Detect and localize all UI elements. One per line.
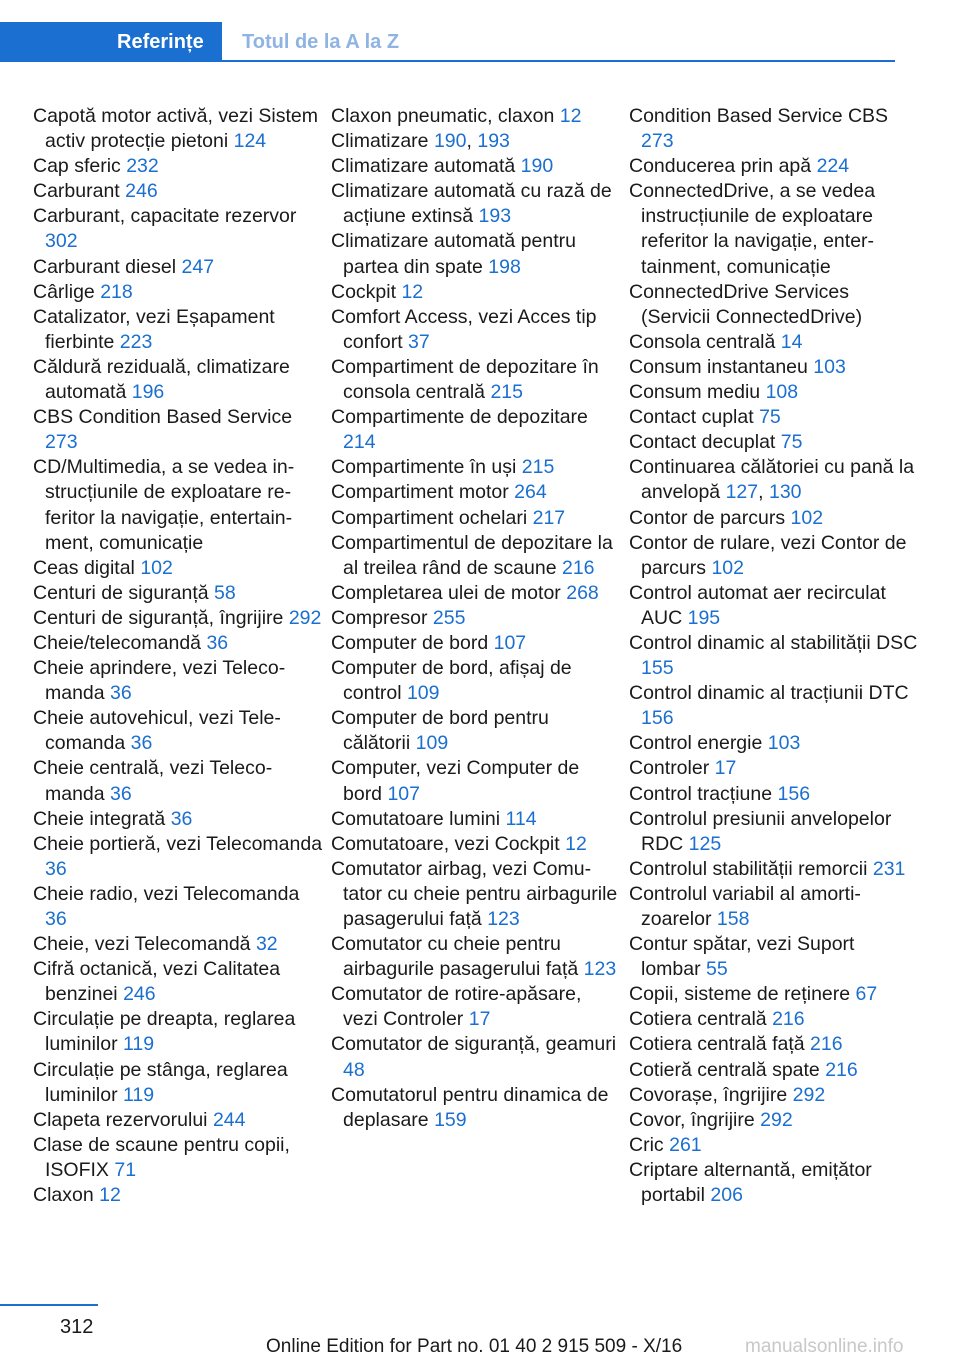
index-entry xyxy=(331,355,621,405)
index-entry xyxy=(629,1133,919,1158)
page-reference-link[interactable]: 109 xyxy=(415,732,449,755)
index-entry xyxy=(33,305,323,355)
index-entry-text: Climatizare automată xyxy=(331,155,516,178)
index-entry-text: Catalizator, vezi Eșapament fierbinte xyxy=(33,305,275,353)
index-entry-text: Carburant diesel xyxy=(33,255,177,278)
index-entry-text: Cheie integrată xyxy=(33,807,166,830)
index-entry xyxy=(629,1032,919,1057)
index-entry xyxy=(331,480,621,505)
index-entry xyxy=(33,1058,323,1108)
index-entry xyxy=(33,756,323,806)
index-entry xyxy=(629,104,919,154)
index-entry xyxy=(33,807,323,832)
index-entry-text: Cheie portieră, vezi Telecomanda xyxy=(33,832,323,855)
index-entry xyxy=(629,380,919,405)
page-reference-link[interactable]: 36 xyxy=(130,732,153,755)
index-entry-text: Carburant, capacitate rezervor xyxy=(33,205,297,228)
page-reference-link[interactable]: 302 xyxy=(45,230,78,253)
index-entry xyxy=(33,957,323,1007)
index-entry-text: Cifră octanică, vezi Calitatea benzinei xyxy=(33,958,281,1006)
index-entry xyxy=(33,1007,323,1057)
page-reference-link[interactable]: 123 xyxy=(487,908,520,930)
page-reference-link[interactable]: 246 xyxy=(125,180,158,203)
page-reference-link[interactable]: 37 xyxy=(408,330,430,353)
page-reference-link[interactable]: 14 xyxy=(780,330,803,353)
index-entry xyxy=(629,280,919,330)
page-reference-link[interactable]: 17 xyxy=(468,1008,491,1031)
tab-referinte[interactable]: Referințe xyxy=(0,22,222,62)
page-reference-link[interactable]: 158 xyxy=(716,908,750,930)
page-reference-link[interactable]: 123 xyxy=(583,958,617,981)
page-reference-link[interactable]: 48 xyxy=(343,1058,365,1081)
index-entry xyxy=(331,506,621,531)
index-entry xyxy=(33,405,323,455)
page-reference-link[interactable]: 217 xyxy=(532,506,566,529)
page-reference-link[interactable]: 102 xyxy=(711,556,744,579)
index-entry: Climatizare 190, 193 xyxy=(331,130,510,153)
page-reference-link[interactable]: 12 xyxy=(401,280,424,303)
page-reference-link[interactable]: 75 xyxy=(759,406,781,429)
index-entry-text: Cotieră centrală spate xyxy=(629,1058,820,1081)
page-reference-link[interactable]: 244 xyxy=(212,1108,246,1131)
page-reference-link[interactable]: 67 xyxy=(855,983,878,1006)
index-entry xyxy=(33,882,323,932)
page-reference-link[interactable]: 36 xyxy=(110,682,132,705)
index-entry xyxy=(629,681,919,731)
page-reference-link[interactable]: 12 xyxy=(99,1184,121,1207)
index-entry-text: Contact decuplat xyxy=(629,431,776,454)
page-reference-link[interactable]: 190 xyxy=(433,130,467,153)
index-entry xyxy=(629,631,919,681)
index-entry xyxy=(33,932,323,957)
index-entry-text: Controlul presiunii anvelopelor RDC xyxy=(629,807,892,855)
index-entry-text: Control tracțiune xyxy=(629,782,773,805)
page-reference-link[interactable]: 107 xyxy=(493,631,527,654)
index-entry-text: Control dinamic al tracțiunii DTC xyxy=(629,682,909,705)
index-entry xyxy=(331,932,621,982)
index-entry xyxy=(331,531,621,581)
index-entry-text: Copii, sisteme de reținere xyxy=(629,983,851,1006)
index-entry xyxy=(33,706,323,756)
index-entry xyxy=(629,405,919,430)
index-entry xyxy=(331,857,621,932)
index-entry-text: Clase de scaune pentru copii, ISOFIX xyxy=(33,1133,290,1181)
index-entry-text: Compresor xyxy=(331,606,428,629)
index-entry-text: Cap sferic xyxy=(33,155,121,178)
index-entry xyxy=(331,581,621,606)
index-entry-text: CBS Condition Based Service xyxy=(33,406,293,429)
index-entry-text: Climatizare automată pentru partea din spate xyxy=(331,230,576,278)
page-reference-link[interactable]: 159 xyxy=(434,1108,467,1131)
index-entry-text: Computer de bord xyxy=(331,631,489,654)
index-entry xyxy=(629,932,919,982)
page-reference-link[interactable]: 292 xyxy=(288,606,322,629)
page-reference-link[interactable]: 264 xyxy=(514,481,547,504)
index-entry-text: Căldură reziduală, climatizare automată xyxy=(33,355,290,404)
index-entry xyxy=(629,782,919,807)
index-entry xyxy=(629,355,919,380)
index-entry xyxy=(629,1058,919,1083)
index-entry-text: Comutatoare lumini xyxy=(331,807,501,830)
page-reference-link[interactable]: 12 xyxy=(559,105,582,127)
index-entry-text: Computer de bord pentru călătorii xyxy=(331,707,549,755)
index-entry-text: Cotiera centrală față xyxy=(629,1033,805,1056)
page-reference-link[interactable]: 12 xyxy=(565,832,587,855)
index-entry-text: Covorașe, îngrijire xyxy=(629,1083,788,1106)
index-entry-text: ConnectedDrive Services (Servicii ConnectedDrive) xyxy=(629,280,863,328)
page-reference-link[interactable]: 108 xyxy=(765,381,799,404)
index-entry-text: Condition Based Service CBS xyxy=(629,105,889,127)
index-entry xyxy=(629,179,919,279)
index-entry xyxy=(629,430,919,455)
index-entry xyxy=(331,229,621,279)
edition-footer: Online Edition for Part no. 01 40 2 915 509 - X/16 xyxy=(266,1336,683,1357)
index-entry-text: Compartiment ochelari xyxy=(331,506,528,529)
index-entry-text: Control energie xyxy=(629,732,763,755)
index-entry xyxy=(629,531,919,581)
page-reference-link[interactable]: 218 xyxy=(100,280,133,303)
index-entry xyxy=(33,179,323,204)
index-entry xyxy=(629,1158,919,1208)
index-entry xyxy=(331,807,621,832)
index-entry-text: Contur spătar, vezi Suport lombar xyxy=(629,933,855,981)
index-entry-text: Contact cuplat xyxy=(629,406,754,429)
page-reference-link[interactable]: 17 xyxy=(714,757,737,780)
index-entry xyxy=(33,1133,323,1183)
index-entry-text: Cotiera centrală xyxy=(629,1008,767,1031)
page-reference-link[interactable]: 75 xyxy=(780,431,803,454)
page-reference-link[interactable]: 216 xyxy=(772,1008,805,1031)
index-entry-text: Compartimentul de depozitare la al treilea rând de scaune xyxy=(331,531,613,579)
index-entry-text: Contor de rulare, vezi Contor de parcurs xyxy=(629,531,907,579)
page-reference-link[interactable]: 268 xyxy=(566,581,599,604)
index-entry-text: Consum instantaneu xyxy=(629,355,808,378)
index-entry-text: ConnectedDrive, a se vedea instrucțiunile de exploatare referitor la navigație, entertainment, comunicație xyxy=(629,180,876,278)
page-reference-link[interactable]: 292 xyxy=(792,1083,826,1106)
index-entry-text: Cheie radio, vezi Telecomanda xyxy=(33,882,300,905)
page-reference-link[interactable]: 130 xyxy=(768,481,802,504)
watermark: manualsonline.info xyxy=(745,1336,904,1357)
index-entry xyxy=(331,280,621,305)
index-entry xyxy=(33,355,323,405)
page-reference-link[interactable]: 232 xyxy=(126,155,159,178)
index-entry xyxy=(629,1083,919,1108)
index-entry xyxy=(331,631,621,656)
index-entry-text: Comfort Access, vezi Acces tip confort xyxy=(331,305,597,353)
page-reference-link[interactable]: 216 xyxy=(810,1033,843,1056)
index-entry-text: Cheie/telecomandă xyxy=(33,631,202,654)
page-reference-link[interactable]: 36 xyxy=(45,857,67,880)
index-entry-text: Controler xyxy=(629,757,710,780)
index-entry xyxy=(331,455,621,480)
index-column-2 xyxy=(331,104,621,1133)
index-entry-text: Comutator de siguranță, geamuri xyxy=(331,1033,617,1056)
page-reference-link[interactable]: 231 xyxy=(872,857,906,880)
index-entry xyxy=(331,606,621,631)
index-entry-text: Consum mediu xyxy=(629,381,761,404)
index-entry xyxy=(33,556,323,581)
index-entry xyxy=(629,581,919,631)
page-reference-link[interactable]: 114 xyxy=(505,807,537,830)
index-entry-text: Continuarea călătoriei cu pană la anvelopă xyxy=(629,456,915,504)
index-entry-text: Clapeta rezervorului xyxy=(33,1108,208,1131)
index-entry-text: Compartiment de depozitare în consola centrală xyxy=(331,355,599,404)
index-entry-text: Claxon pneumatic, claxon xyxy=(331,105,555,127)
index-entry xyxy=(629,154,919,179)
index-entry xyxy=(629,1108,919,1133)
page-reference-link[interactable]: 102 xyxy=(140,556,173,579)
index-entry-text: Contor de parcurs xyxy=(629,506,786,529)
index-entry-text: Covor, îngrijire xyxy=(629,1108,755,1131)
index-entry-text: Claxon xyxy=(33,1184,94,1207)
page-reference-link[interactable]: 195 xyxy=(687,606,721,629)
index-entry xyxy=(331,1032,621,1082)
page-reference-link[interactable]: 119 xyxy=(123,1033,155,1056)
index-entry xyxy=(33,455,323,555)
index-entry xyxy=(33,581,323,606)
index-entry-text: Circulație pe dreapta, reglarea luminilor xyxy=(33,1008,296,1056)
page-reference-link[interactable]: 215 xyxy=(521,456,555,479)
page-reference-link[interactable]: 36 xyxy=(45,908,67,930)
index-entry xyxy=(629,731,919,756)
index-entry-text: Climatizare xyxy=(331,130,429,153)
index-entry-text: Computer de bord, afișaj de control xyxy=(331,657,572,705)
index-entry-text: Completarea ulei de motor xyxy=(331,581,561,604)
index-entry-text: Controlul variabil al amortizoarelor xyxy=(629,882,861,930)
page-reference-link[interactable]: 292 xyxy=(760,1108,793,1131)
page-reference-link[interactable]: 36 xyxy=(170,807,193,830)
index-entry-text: Climatizare automată cu rază de acțiune extinsă xyxy=(331,180,612,228)
index-entry-text: Cric xyxy=(629,1133,664,1156)
index-entry-text: Cockpit xyxy=(331,280,397,303)
page-reference-link[interactable]: 193 xyxy=(477,130,510,153)
page-reference-link[interactable]: 196 xyxy=(131,381,165,404)
page-reference-link[interactable]: 215 xyxy=(490,381,523,404)
index-entry xyxy=(33,1108,323,1133)
page-reference-link[interactable]: 190 xyxy=(520,155,554,178)
page-reference-link[interactable]: 102 xyxy=(790,506,824,529)
page-reference-link[interactable]: 261 xyxy=(669,1133,702,1156)
page-reference-link[interactable]: 255 xyxy=(432,606,466,629)
index-entry xyxy=(629,756,919,781)
page-reference-link[interactable]: 71 xyxy=(114,1158,137,1181)
index-entry-text: Cheie, vezi Telecomandă xyxy=(33,933,251,956)
page-reference-link[interactable]: 223 xyxy=(119,330,153,353)
page-reference-link[interactable]: 124 xyxy=(233,130,267,153)
index-entry-text: Comutator airbag, vezi Comutator cu cheie pentru airbagurile pasagerului față xyxy=(331,857,618,930)
index-entry xyxy=(629,807,919,857)
index-entry-text: Comutator de rotire-apăsare, vezi Controler xyxy=(331,983,582,1031)
page-reference-link[interactable]: 36 xyxy=(206,631,229,654)
index-entry xyxy=(629,882,919,932)
index-entry xyxy=(33,606,323,631)
index-entry xyxy=(33,204,323,254)
index-entry-text: Cârlige xyxy=(33,280,95,303)
index-entry xyxy=(33,631,323,656)
index-entry-text: Comutatorul pentru dinamica de deplasare xyxy=(331,1083,609,1131)
page-reference-link[interactable]: 109 xyxy=(406,682,440,705)
page-reference-link[interactable]: 246 xyxy=(123,983,156,1006)
index-entry-text: Computer, vezi Computer de bord xyxy=(331,757,580,805)
index-entry xyxy=(331,1083,621,1133)
page-reference-link[interactable]: 36 xyxy=(110,782,132,805)
page-reference-link[interactable]: 214 xyxy=(343,431,376,454)
index-entry xyxy=(629,330,919,355)
index-entry xyxy=(33,104,323,154)
page-reference-link[interactable]: 216 xyxy=(561,556,595,579)
index-entry-text: Control dinamic al stabilității DSC xyxy=(629,631,918,654)
page-reference-link[interactable]: 127 xyxy=(725,481,759,504)
index-entry-text: Comutator cu cheie pentru airbagurile pasagerului față xyxy=(331,933,579,981)
page-reference-link[interactable]: 103 xyxy=(813,355,846,378)
index-entry xyxy=(33,154,323,179)
index-entry-text: Consola centrală xyxy=(629,330,776,353)
page-reference-link[interactable]: 273 xyxy=(45,431,78,454)
index-entry-text: Compartimente în uși xyxy=(331,456,517,479)
index-entry-text: CD/Multimedia, a se vedea instrucțiunile de exploatare referitor la navigație, entertainment, comunicație xyxy=(33,456,295,554)
page-reference-link[interactable]: 247 xyxy=(181,255,215,278)
page-number-rule xyxy=(0,1304,98,1306)
page-reference-link[interactable]: 119 xyxy=(123,1083,155,1106)
index-entry xyxy=(331,154,621,179)
index-entry xyxy=(331,706,621,756)
index-entry-text: Controlul stabilității remorcii xyxy=(629,857,868,880)
index-entry xyxy=(629,506,919,531)
page-reference-link[interactable]: 273 xyxy=(641,130,674,153)
page-reference-link[interactable]: 155 xyxy=(641,657,674,680)
index-entry-text: Cheie aprindere, vezi Telecomanda xyxy=(33,657,286,705)
page-reference-link[interactable]: 156 xyxy=(641,707,674,730)
index-entry xyxy=(629,982,919,1007)
index-entry xyxy=(331,832,621,857)
index-entry xyxy=(331,305,621,355)
index-entry-text: Comutatoare, vezi Cockpit xyxy=(331,832,560,855)
index-entry xyxy=(331,756,621,806)
page-reference-link[interactable]: 32 xyxy=(255,933,278,956)
tab-totul-de-la-a-la-z[interactable]: Totul de la A la Z xyxy=(242,31,400,53)
page-reference-link[interactable]: 125 xyxy=(688,832,722,855)
page-reference-link[interactable]: 55 xyxy=(706,958,728,981)
index-entry: Continuarea călătoriei cu pană la anvelopă 127, 130 xyxy=(629,456,915,504)
index-entry-text: Centuri de siguranță, îngrijire xyxy=(33,606,284,629)
page-reference-link[interactable]: 107 xyxy=(387,782,420,805)
index-entry xyxy=(629,1007,919,1032)
page-reference-link[interactable]: 198 xyxy=(488,255,521,278)
index-entry-text: Criptare alternantă, emițător portabil xyxy=(629,1158,872,1207)
index-entry xyxy=(331,405,621,455)
index-entry xyxy=(33,255,323,280)
index-entry xyxy=(331,982,621,1032)
index-entry xyxy=(331,104,621,129)
page-reference-link[interactable]: 193 xyxy=(478,205,512,228)
index-entry xyxy=(33,656,323,706)
index-entry xyxy=(629,857,919,882)
index-entry xyxy=(33,832,323,882)
index-entry xyxy=(33,280,323,305)
index-column-1 xyxy=(33,104,323,1208)
page-reference-link[interactable]: 216 xyxy=(825,1058,858,1081)
page-reference-link[interactable]: 103 xyxy=(767,732,801,755)
index-entry-text: Compartimente de depozitare xyxy=(331,406,588,429)
index-entry-text: Cheie autovehicul, vezi Telecomanda xyxy=(33,707,281,755)
page-reference-link[interactable]: 156 xyxy=(777,782,811,805)
page-reference-link[interactable]: 224 xyxy=(816,155,850,178)
index-entry-text: Conducerea prin apă xyxy=(629,155,812,178)
index-entry-text: Cheie centrală, vezi Telecomanda xyxy=(33,757,273,805)
index-entry xyxy=(33,1183,323,1208)
index-entry-text: Control automat aer recirculat AUC xyxy=(629,581,886,629)
index-entry-text: Circulație pe stânga, reglarea luminilor xyxy=(33,1058,288,1106)
index-entry-text: Carburant xyxy=(33,180,120,203)
page-reference-link[interactable]: 58 xyxy=(214,581,236,604)
page-reference-link[interactable]: 206 xyxy=(710,1184,743,1207)
index-entry-text: Ceas digital xyxy=(33,556,135,579)
page-number: 312 xyxy=(60,1316,94,1338)
index-entry-text: Capotă motor activă, vezi Sistem activ protecție pietoni xyxy=(33,105,319,153)
index-entry-text: Compartiment motor xyxy=(331,481,509,504)
index-entry-text: Centuri de siguranță xyxy=(33,581,209,604)
index-column-3 xyxy=(629,104,919,1208)
index-entry xyxy=(331,656,621,706)
index-entry xyxy=(331,179,621,229)
